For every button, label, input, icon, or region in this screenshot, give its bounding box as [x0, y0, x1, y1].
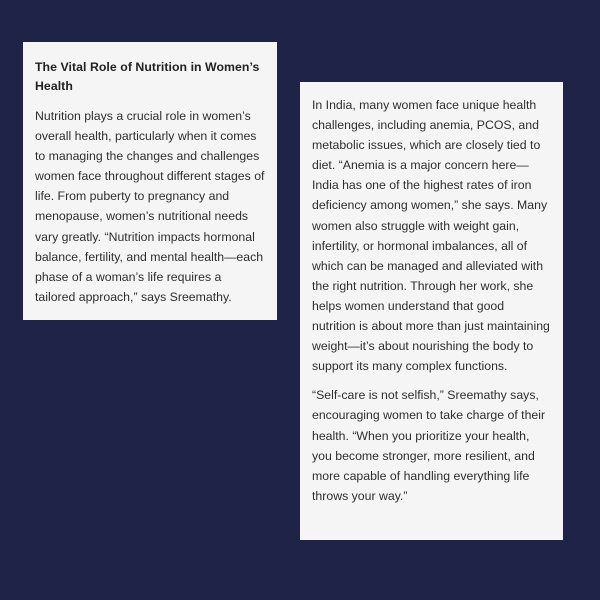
article-title: The Vital Role of Nutrition in Women’s Health	[35, 60, 260, 93]
self-care-quote-paragraph: “Self-care is not selfish,” Sreemathy says, encouraging women to take charge of their health. “When you prioritize your health, you become stronger, more resilient, and more capable of handling everything life throws your way.”	[312, 388, 546, 503]
article-card-continuation	[300, 82, 563, 540]
india-challenges-paragraph: In India, many women face unique health challenges, including anemia, PCOS, and metabolic issues, which are closely tied to diet. “Anemia is a major concern here—India has one of the highest rates of iron deficiency among women,” she says. Many women also struggle with weight gain, infertility, or hormonal imbalances, all of which can be managed and alleviated with the right nutrition. Through her work, she helps women understand that good nutrition is about more than just maintaining weight—it’s about nourishing the body to support its many complex functions.	[312, 98, 550, 374]
article-card-intro	[23, 42, 277, 320]
intro-paragraph: Nutrition plays a crucial role in women’s overall health, particularly when it comes to managing the changes and challenges women face throughout different stages of life. From puberty to pregnancy and menopause, women’s nutritional needs vary greatly. “Nutrition impacts hormonal balance, fertility, and mental health—each phase of a woman’s life requires a tailored approach,” says Sreemathy.	[35, 109, 265, 304]
